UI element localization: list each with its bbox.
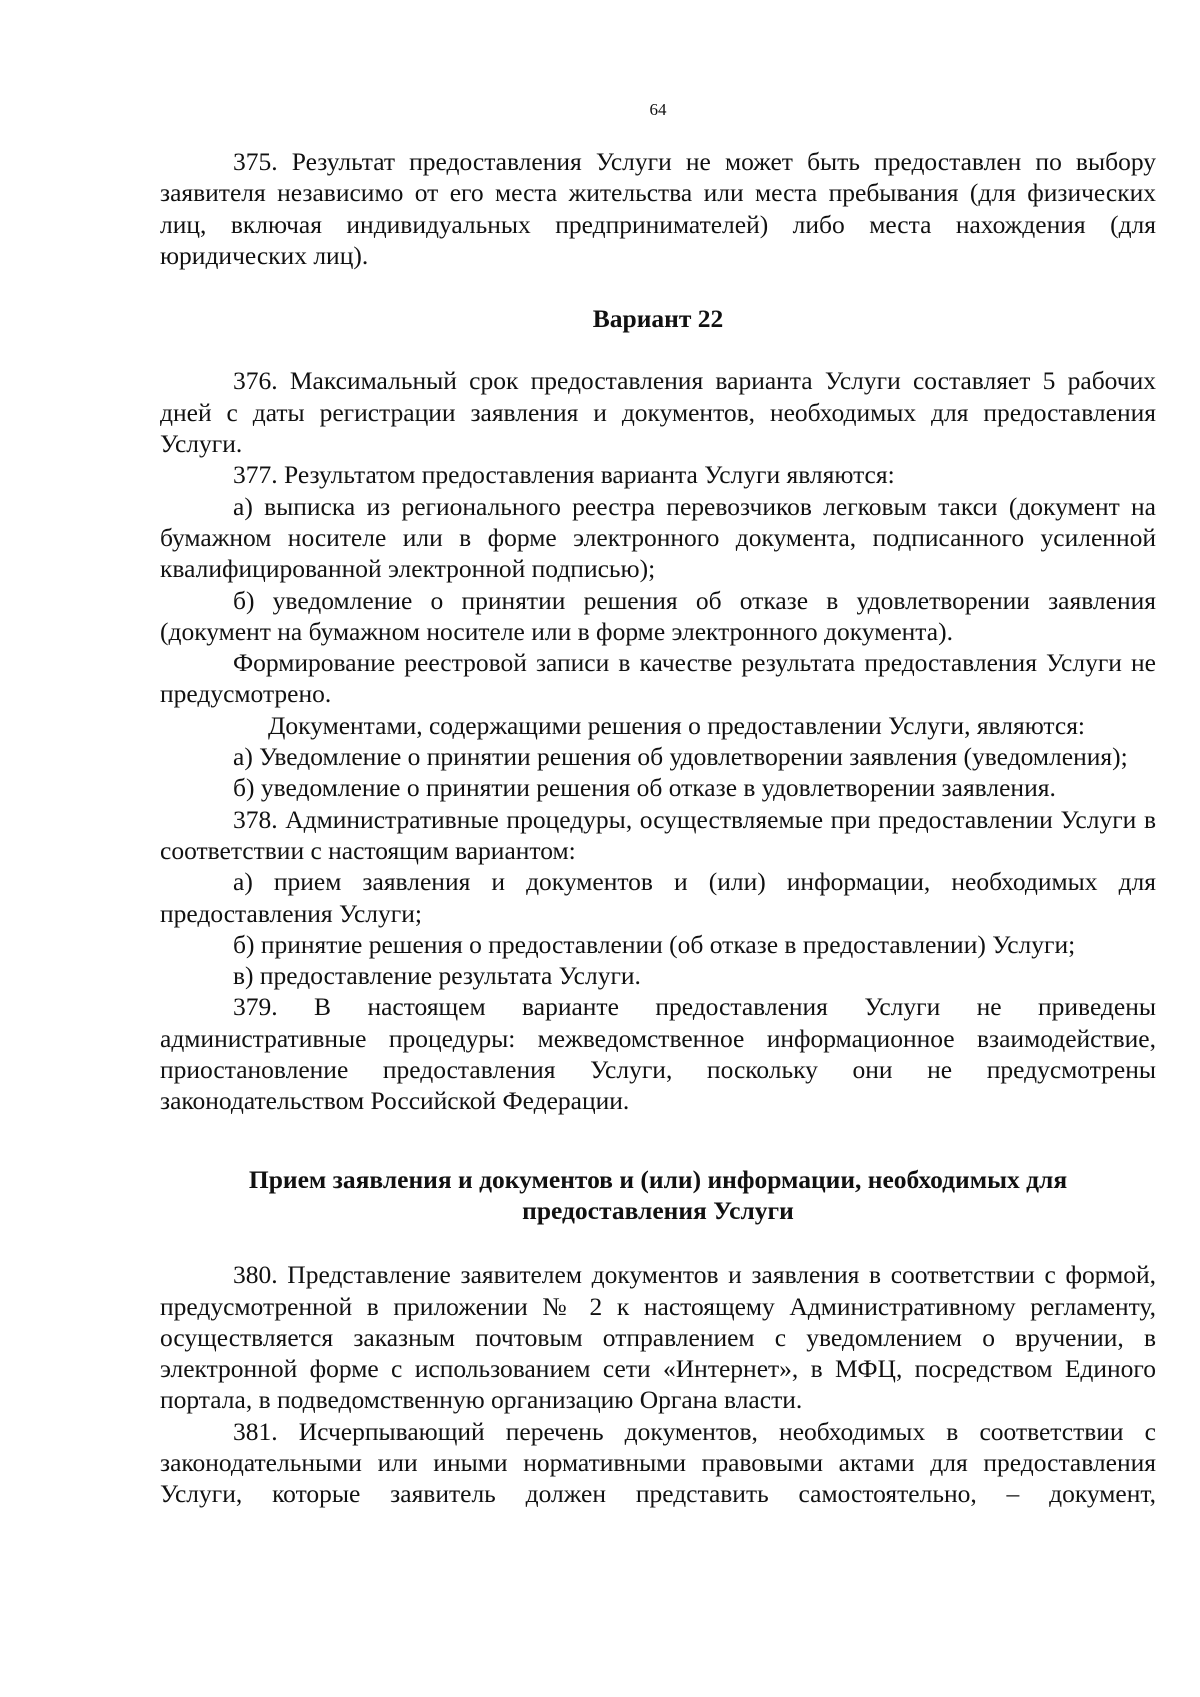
- list-item-377-b: б) уведомление о принятии решения об отказе в удовлетворении заявления (документ на бумажном носителе или в форме электронного документа).: [160, 585, 1156, 646]
- page-number: 64: [649, 100, 667, 119]
- paragraph-375: 375. Результат предоставления Услуги не может быть предоставлен по выбору заявителя независимо от его места жительства или места пребывания (для физических лиц, включая индивидуальных предпринимателей) либо места нахождения (для юридических лиц).: [160, 147, 1156, 270]
- paragraph-379: 379. В настоящем варианте предоставления Услуги не приведены административные процедуры: межведомственное информационное взаимодействие, приостановление предоставления Услуги, поскольку они не предусмотрены законодательством Российской Федерации.: [160, 992, 1156, 1116]
- paragraph-380: 380. Представление заявителем документов и заявления в соответствии с формой, предусмотренной в приложении № 2 к настоящему Административному регламенту, осуществляется заказным почтовым отправлением с уведомлением о вручении, в электронной форме с использованием сети «Интернет», в МФЦ, посредством Единого портала, в подведомственную организацию Органа власти.: [160, 1260, 1156, 1415]
- paragraph-decision-documents: Документами, содержащими решения о предоставлении Услуги, являются:: [268, 710, 1086, 740]
- paragraph-378: 378. Административные процедуры, осуществляемые при предоставлении Услуги в соответствии с настоящим вариантом:: [160, 804, 1156, 865]
- paragraph-376: 376. Максимальный срок предоставления варианта Услуги составляет 5 рабочих дней с даты регистрации заявления и документов, необходимых для предоставления Услуги.: [160, 366, 1156, 459]
- paragraph-381: 381. Исчерпывающий перечень документов, необходимых в соответствии с законодательными или иными нормативными правовыми актами для предоставления Услуги, которые заявитель должен представить самостоятельно, – документ,: [160, 1416, 1156, 1509]
- variant-heading: Вариант 22: [592, 304, 724, 334]
- list-item-378-b: б) принятие решения о предоставлении (об отказе в предоставлении) Услуги;: [233, 929, 1076, 959]
- document-page: [160, 100, 1156, 1510]
- paragraph-registry-record: Формирование реестровой записи в качестве результата предоставления Услуги не предусмотрено.: [160, 648, 1156, 709]
- list-item-378-c: в) предоставление результата Услуги.: [233, 961, 641, 991]
- list-item-decision-a: а) Уведомление о принятии решения об удовлетворении заявления (уведомления);: [233, 742, 1128, 772]
- list-item-378-a: а) прием заявления и документов и (или) информации, необходимых для предоставления Услуги;: [160, 867, 1156, 928]
- list-item-377-a: а) выписка из регионального реестра перевозчиков легковым такси (документ на бумажном носителе или в форме электронного документа, подписанного усиленной квалифицированной электронной подписью);: [160, 491, 1156, 584]
- section-heading: Прием заявления и документов и (или) информации, необходимых для предоставления Услуги: [248, 1164, 1068, 1225]
- list-item-decision-b: б) уведомление о принятии решения об отказе в удовлетворении заявления.: [233, 773, 1056, 803]
- paragraph-377: 377. Результатом предоставления варианта Услуги являются:: [233, 460, 895, 490]
